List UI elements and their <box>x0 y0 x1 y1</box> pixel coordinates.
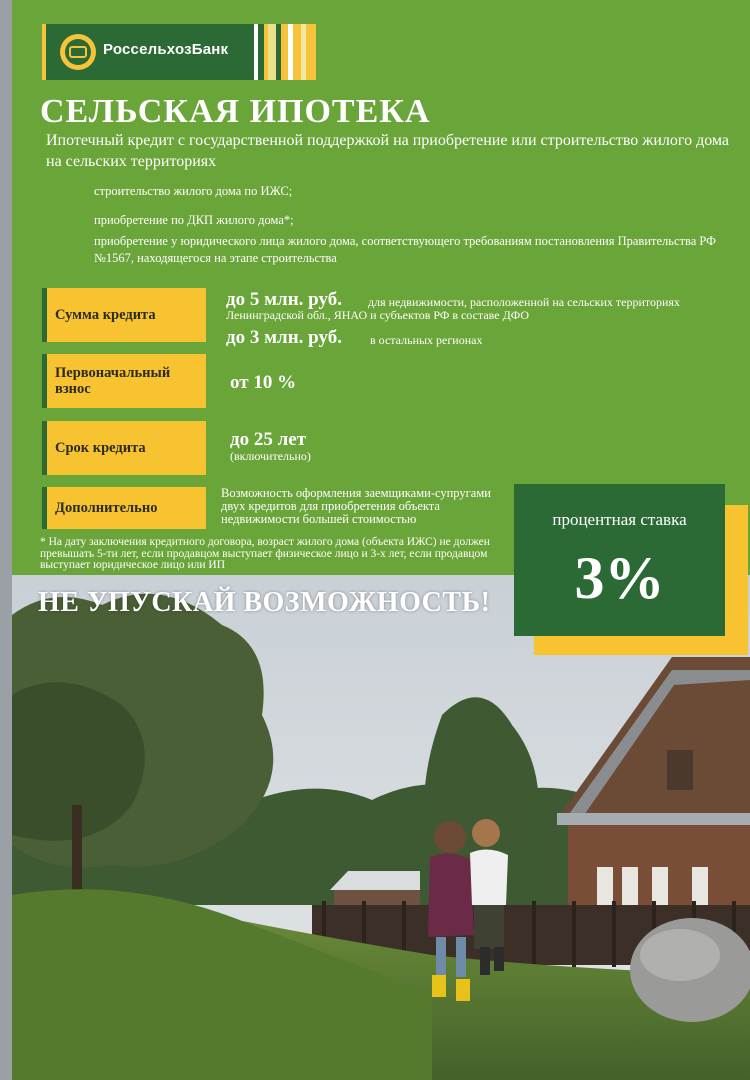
label-loan-term: Срок кредита <box>42 421 206 475</box>
amount-note-2: в остальных регионах <box>370 333 483 347</box>
slogan: НЕ УПУСКАЙ ВОЗМОЖНОСТЬ! <box>38 587 491 618</box>
amount-note-1b: Ленинградской обл., ЯНАО и субъектов РФ в составе ДФО <box>226 308 530 322</box>
amount-value-2: до 3 млн. руб. <box>226 327 342 348</box>
loan-term-note: (включительно) <box>230 449 311 463</box>
label-loan-amount: Сумма кредита <box>42 288 206 342</box>
page-title: СЕЛЬСКАЯ ИПОТЕКА <box>40 93 431 130</box>
down-payment-value: от 10 % <box>230 372 297 393</box>
rate-value: 3% <box>574 545 665 611</box>
footnote: * На дату заключения кредитного договора, возраст жилого дома (объекта ИЖС) не должен превышать 5-ти лет, если продавцом выступает физическое лицо и 3-х лет, если продавцом выступает юридическое лицо или ИП <box>40 536 490 571</box>
logo-stripes <box>248 24 320 80</box>
amount-value-1: до 5 млн. руб. <box>226 289 342 310</box>
bank-logo <box>42 24 318 80</box>
page-subtitle: Ипотечный кредит с государственной поддержкой на приобретение или строительство жилого дома на сельских территориях <box>46 132 730 170</box>
amount-note-1: для недвижимости, расположенной на сельских территориях <box>368 295 680 309</box>
additional-text: Возможность оформления заемщиками-супругами двух кредитов для приобретения объекта недвижимости большей стоимостью <box>221 486 491 526</box>
purpose-item: строительство жилого дома по ИЖС; <box>94 184 293 198</box>
purpose-item: приобретение по ДКП жилого дома*; <box>94 213 294 227</box>
rate-label: процентная ставка <box>552 510 687 529</box>
left-gray-bar <box>0 0 12 1080</box>
bank-name: РоссельхозБанк <box>103 41 229 58</box>
purpose-item: приобретение у юридического лица жилого дома, соответствующего требованиям постановления Правительства РФ №1567, находящегося на этапе строительства <box>94 234 716 265</box>
label-additional: Дополнительно <box>42 487 206 529</box>
label-down-payment: Первоначальный взнос <box>42 354 206 408</box>
ears-of-grain-emblem-icon <box>60 34 96 70</box>
loan-term-value: до 25 лет <box>230 429 307 450</box>
logo-background <box>42 24 248 80</box>
interest-rate-box <box>514 484 725 636</box>
